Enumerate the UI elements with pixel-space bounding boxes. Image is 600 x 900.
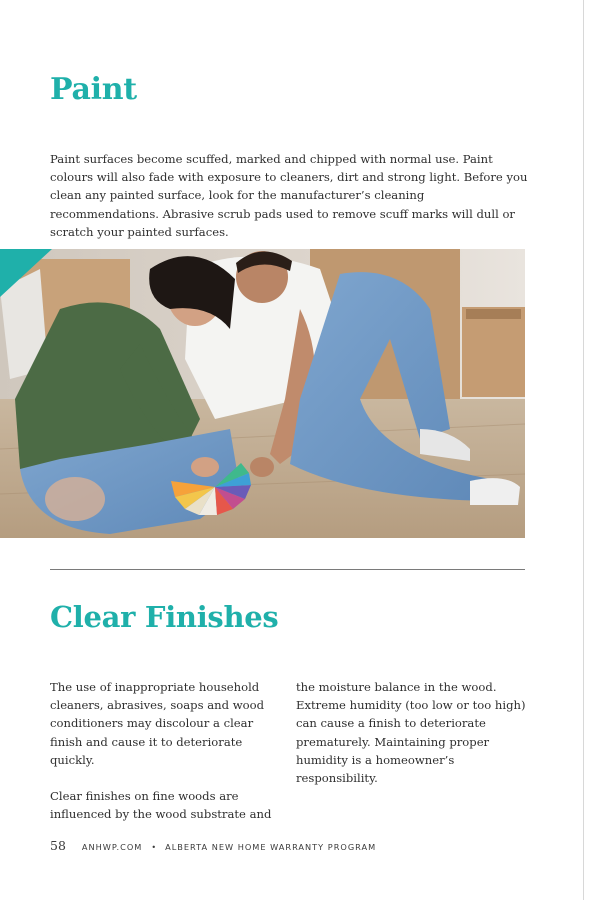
page-footer (50, 838, 376, 853)
clear-finishes-column-right (296, 678, 528, 787)
paint-swatch-photo (0, 249, 525, 538)
page-edge-rule (583, 0, 584, 900)
clear-finishes-paragraph: The use of inappropriate household cleaners, abrasives, soaps and wood conditioners may discolour a clear finish and cause it to deteriorate quickly. (50, 680, 265, 767)
clear-finishes-paragraph: Clear finishes on fine woods are influenced by the wood substrate and (50, 789, 272, 822)
section-title-clear-finishes: Clear Finishes (50, 600, 279, 634)
page-number: 58 (50, 838, 66, 853)
footer-site-link[interactable]: ANHWP.COM (81, 842, 143, 852)
footer-separator: • (151, 843, 157, 852)
clear-finishes-paragraph: the moisture balance in the wood. Extreme humidity (too low or too high) can cause a finish to deteriorate prematurely. Maintaining proper humidity is a homeowner’s responsibility. (296, 680, 526, 786)
footer-program-name: ALBERTA NEW HOME WARRANTY PROGRAM (165, 842, 377, 852)
clear-finishes-column-left (50, 678, 282, 841)
section-title-paint: Paint (50, 72, 137, 107)
paint-body-text: Paint surfaces become scuffed, marked and chipped with normal use. Paint colours will also fade with exposure to cleaners, dirt and strong light. Before you clean any painted surface, look for the manufacturer’s cleaning recommendations. Abrasive scrub pads used to remove scuff marks will dull or scratch your painted surfaces. (50, 152, 528, 239)
section-divider (50, 569, 525, 570)
